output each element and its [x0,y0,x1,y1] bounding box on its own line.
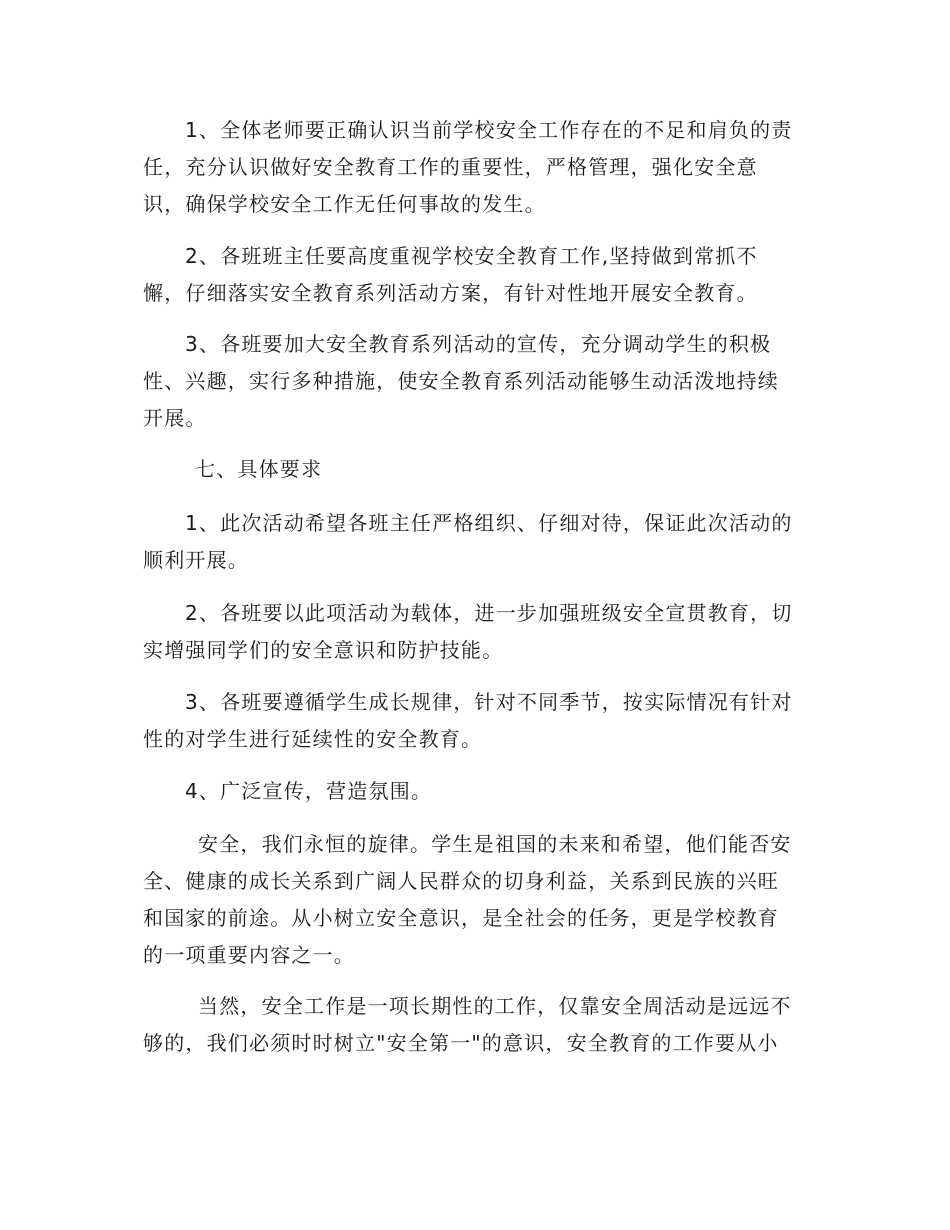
paragraph-requirement-3 [143,684,813,758]
text-line: 3、各班要加大安全教育系列活动的宣传，充分调动学生的积极 [185,332,772,356]
section-heading [195,451,865,488]
text-line: 全、健康的成长关系到广阔人民群众的切身利益，关系到民族的兴旺 [143,869,779,893]
paragraph-teacher-responsibility [143,112,813,223]
text-line: 性的对学生进行延续性的安全教育。 [143,727,483,751]
text-line: 性、兴趣，实行多种措施，使安全教育系列活动能够生动活泼地持续 [143,369,779,393]
paragraph-requirement-1 [143,505,813,579]
text-line: 当然，安全工作是一项长期性的工作，仅靠安全周活动是远远不 [198,994,792,1018]
text-line: 顺利开展。 [143,548,249,572]
paragraph-class-teacher [143,238,813,312]
text-line: 4、广泛宣传，营造氛围。 [185,779,433,803]
text-line: 开展。 [143,406,207,430]
paragraph-safety-importance [143,826,813,974]
paragraph-requirement-2 [143,595,813,669]
text-line: 识，确保学校安全工作无任何事故的发生。 [143,192,546,216]
text-line: 实增强同学们的安全意识和防护技能。 [143,638,504,662]
text-line: 懈，仔细落实安全教育系列活动方案，有针对性地开展安全教育。 [143,281,758,305]
paragraph-long-term-work [143,988,813,1062]
text-line: 1、全体老师要正确认识当前学校安全工作存在的不足和肩负的责 [185,118,793,142]
text-line: 够的，我们必须时时树立"安全第一"的意识，安全教育的工作要从小 [143,1031,779,1055]
text-line: 3、各班要遵循学生成长规律，针对不同季节，按实际情况有针对 [185,690,793,714]
text-line: 的一项重要内容之一。 [143,943,355,967]
paragraph-publicity [143,326,813,437]
text-line: 2、各班班主任要高度重视学校安全教育工作,坚持做到常抓不 [185,244,758,268]
section-heading-text: 七、具体要求 [195,457,323,481]
text-line: 任，充分认识做好安全教育工作的重要性，严格管理，强化安全意 [143,155,758,179]
text-line: 和国家的前途。从小树立安全意识，是全社会的任务，更是学校教育 [143,906,779,930]
text-line: 1、此次活动希望各班主任严格组织、仔细对待，保证此次活动的 [185,511,793,535]
paragraph-requirement-4 [143,773,813,810]
text-line: 安全，我们永恒的旋律。学生是祖国的未来和希望，他们能否安 [198,832,792,856]
text-line: 2、各班要以此项活动为载体，进一步加强班级安全宣贯教育，切 [185,601,793,625]
